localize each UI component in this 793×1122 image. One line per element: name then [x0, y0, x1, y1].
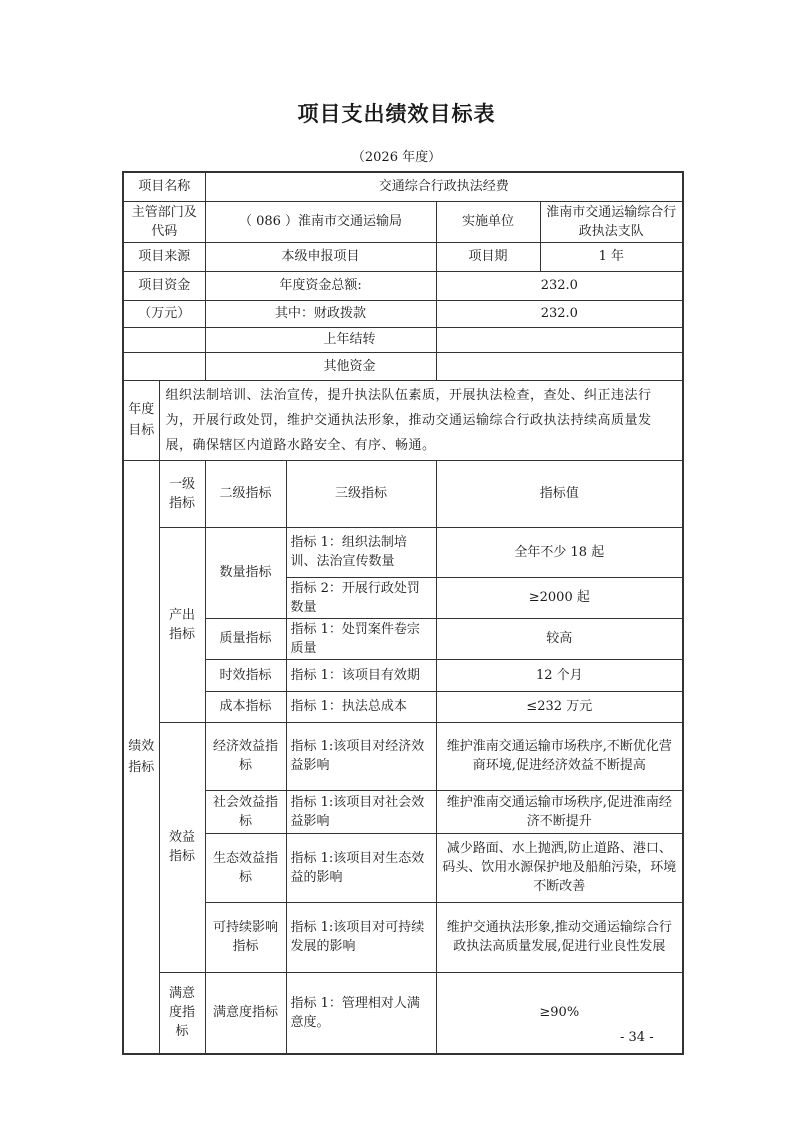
satisfaction-value: ≥90% [436, 972, 683, 1054]
goal-label: 年度目标 [123, 380, 159, 460]
benefit-label: 效益指标 [159, 722, 205, 972]
dept-label: 主管部门及代码 [123, 201, 205, 242]
other-label: 其他资金 [205, 352, 436, 380]
table-row [123, 833, 683, 902]
econ-label: 经济效益指标 [205, 722, 286, 790]
total-value: 232.0 [436, 271, 683, 300]
header-value: 指标值 [436, 460, 683, 527]
page-title: 项目支出绩效目标表 [297, 102, 496, 126]
time-value: 12 个月 [436, 659, 683, 691]
goal-text: 组织法制培训、法治宣传，提升执法队伍素质，开展执法检查，查处、纠正违法行为，开展行政处罚，维护交通执法形象，推动交通运输综合行政执法持续高质量发展，确保辖区内道路水路安全、有序、畅通。 [159, 380, 683, 460]
header-level2: 二级指标 [205, 460, 286, 527]
satisfaction-sub-label: 满意度指标 [205, 972, 286, 1054]
header-level1: 一级指标 [159, 460, 205, 527]
q1-value: 全年不少 18 起 [436, 527, 683, 577]
satisfaction-label: 满意度指标 [159, 972, 205, 1054]
header-level3: 三级指标 [286, 460, 436, 527]
table-row [123, 972, 683, 1054]
carryover-value [436, 327, 683, 352]
project-name-value: 交通综合行政执法经费 [205, 172, 683, 201]
table-row [123, 527, 683, 577]
social-label: 社会效益指标 [205, 790, 286, 833]
cost-label: 成本指标 [205, 691, 286, 722]
source-value: 本级申报项目 [205, 242, 436, 271]
empty-cell [123, 352, 205, 380]
row-fiscal [123, 300, 683, 327]
output-label: 产出指标 [159, 527, 205, 722]
time-label: 时效指标 [205, 659, 286, 691]
page-number: - 34 - [620, 1030, 654, 1045]
funds-label-2: （万元） [123, 300, 205, 327]
q1-indicator: 指标 1：组织法制培训、法治宣传数量 [286, 527, 436, 577]
fiscal-value: 232.0 [436, 300, 683, 327]
eco-value: 减少路面、水上抛洒,防止道路、港口、码头、饮用水源保护地及船舶污染，环境不断改善 [436, 833, 683, 902]
indicators-section-label: 绩效指标 [123, 460, 159, 1054]
other-value [436, 352, 683, 380]
time-indicator: 指标 1：该项目有效期 [286, 659, 436, 691]
quality-indicator: 指标 1：处罚案件卷宗质量 [286, 618, 436, 659]
econ-indicator: 指标 1:该项目对经济效益影响 [286, 722, 436, 790]
quantity-label: 数量指标 [205, 527, 286, 618]
empty-cell [123, 327, 205, 352]
row-total-funds [123, 271, 683, 300]
table-row [123, 691, 683, 722]
q2-value: ≥2000 起 [436, 577, 683, 618]
q2-indicator: 指标 2：开展行政处罚数量 [286, 577, 436, 618]
table-row [123, 618, 683, 659]
total-label: 年度资金总额: [205, 271, 436, 300]
row-carryover [123, 327, 683, 352]
table-row [123, 902, 683, 972]
project-name-label: 项目名称 [123, 172, 205, 201]
table-row [123, 659, 683, 691]
row-dept [123, 201, 683, 242]
row-source [123, 242, 683, 271]
cost-value: ≤232 万元 [436, 691, 683, 722]
performance-table [122, 171, 684, 1055]
table-row [123, 790, 683, 833]
indicator-header-row [123, 460, 683, 527]
row-other-funds [123, 352, 683, 380]
quality-value: 较高 [436, 618, 683, 659]
eco-label: 生态效益指标 [205, 833, 286, 902]
fiscal-label: 其中：财政拨款 [205, 300, 436, 327]
sustain-label: 可持续影响指标 [205, 902, 286, 972]
quality-label: 质量指标 [205, 618, 286, 659]
satisfaction-indicator: 指标 1：管理相对人满意度。 [286, 972, 436, 1054]
period-value: 1 年 [540, 242, 683, 271]
sustain-indicator: 指标 1:该项目对可持续发展的影响 [286, 902, 436, 972]
social-indicator: 指标 1:该项目对社会效益影响 [286, 790, 436, 833]
source-label: 项目来源 [123, 242, 205, 271]
year-subtitle: （2026 年度） [351, 150, 442, 165]
social-value: 维护淮南交通运输市场秩序,促进淮南经济不断提升 [436, 790, 683, 833]
sustain-value: 维护交通执法形象,推动交通运输综合行政执法高质量发展,促进行业良性发展 [436, 902, 683, 972]
row-project-name [123, 172, 683, 201]
impl-value: 淮南市交通运输综合行政执法支队 [540, 201, 683, 242]
period-label: 项目期 [436, 242, 540, 271]
dept-value: （ 086 ）淮南市交通运输局 [205, 201, 436, 242]
carryover-label: 上年结转 [205, 327, 436, 352]
funds-label-1: 项目资金 [123, 271, 205, 300]
row-annual-goal [123, 380, 683, 460]
cost-indicator: 指标 1：执法总成本 [286, 691, 436, 722]
impl-label: 实施单位 [436, 201, 540, 242]
econ-value: 维护淮南交通运输市场秩序,不断优化营商环境,促进经济效益不断提高 [436, 722, 683, 790]
eco-indicator: 指标 1:该项目对生态效益的影响 [286, 833, 436, 902]
table-row [123, 722, 683, 790]
